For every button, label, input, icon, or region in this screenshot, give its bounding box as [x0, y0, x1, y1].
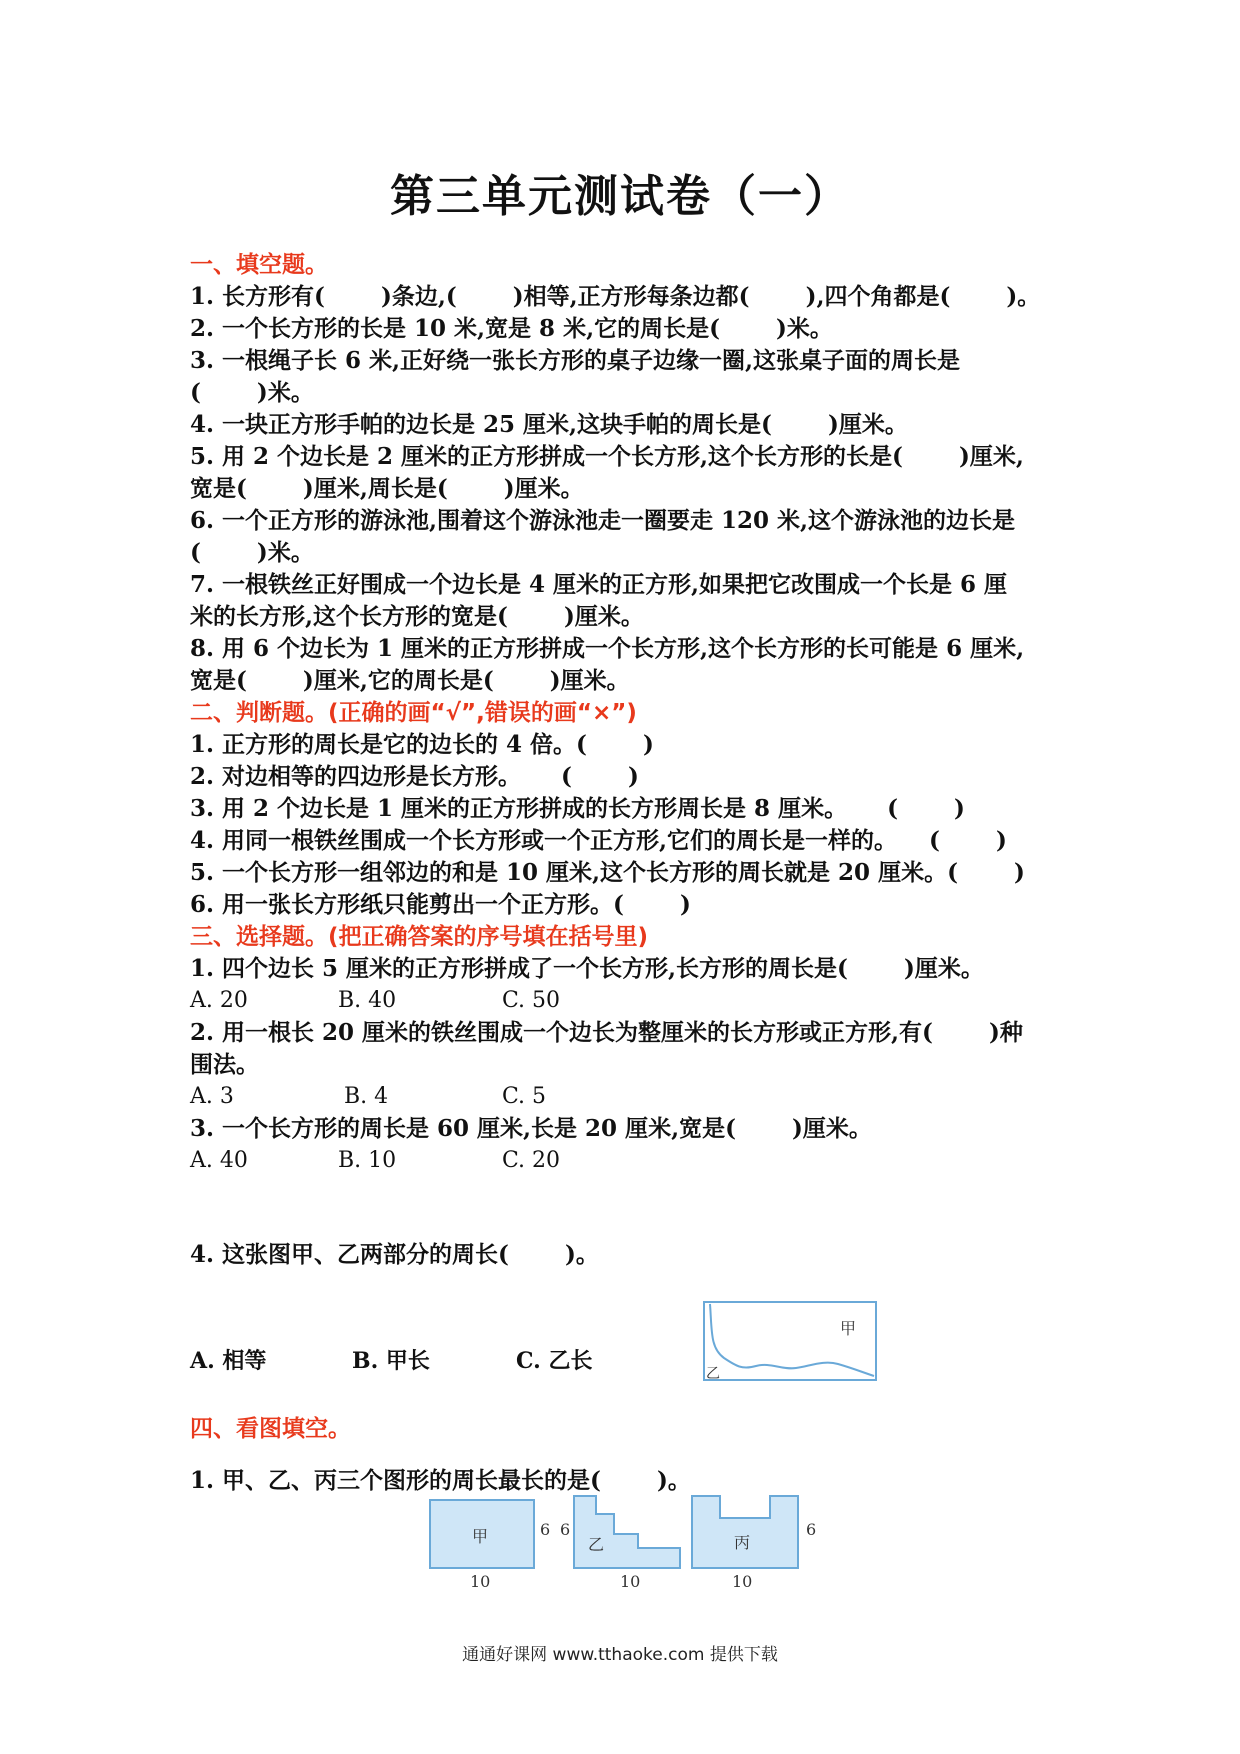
- choice-3-option-a: A. 40: [190, 1148, 248, 1173]
- shape-bing-width: 10: [732, 1572, 753, 1591]
- shape-jia: [428, 1498, 538, 1572]
- fill-question-1: 1. 长方形有( )条边,( )相等,正方形每条边都( ),四个角都是( )。: [190, 283, 1041, 310]
- shape-yi-height: 6: [560, 1520, 571, 1539]
- fill-question-3: 3. 一根绳子长 6 米,正好绕一张长方形的桌子边缘一圈,这张桌子面的周长是: [190, 347, 961, 374]
- shape-bing: [690, 1494, 802, 1572]
- shape-jia-label: 甲: [472, 1527, 489, 1546]
- judge-question-4: 4. 用同一根铁丝围成一个长方形或一个正方形,它们的周长是一样的。 ( ): [190, 827, 1007, 854]
- fill-question-5: 5. 用 2 个边长是 2 厘米的正方形拼成一个长方形,这个长方形的长是( )厘米,: [190, 443, 1024, 470]
- choice-question-2: 2. 用一根长 20 厘米的铁丝围成一个边长为整厘米的长方形或正方形,有( )种: [190, 1019, 1023, 1046]
- choice-4-option-c: C. 乙长: [516, 1348, 593, 1374]
- choice-1-option-c: C. 50: [502, 988, 561, 1013]
- shape-yi-label: 乙: [588, 1535, 605, 1554]
- section-judge: 二、判断题。(正确的画“√”,错误的画“×”): [190, 700, 637, 726]
- choice-3-option-c: C. 20: [502, 1148, 561, 1173]
- section-choice: 三、选择题。(把正确答案的序号填在括号里): [190, 924, 649, 950]
- choice-4-option-a: A. 相等: [190, 1348, 267, 1374]
- choice-1-option-b: B. 40: [338, 988, 397, 1013]
- choice-3-option-b: B. 10: [338, 1148, 397, 1173]
- fill-question-8-cont: 宽是( )厘米,它的周长是( )厘米。: [190, 667, 630, 694]
- fill-question-2: 2. 一个长方形的长是 10 米,宽是 8 米,它的周长是( )米。: [190, 315, 833, 342]
- shape-bing-label: 丙: [734, 1533, 751, 1552]
- judge-question-6: 6. 用一张长方形纸只能剪出一个正方形。( ): [190, 891, 691, 918]
- page-title: 第三单元测试卷（一）: [390, 171, 850, 222]
- fill-question-7-cont: 米的长方形,这个长方形的宽是( )厘米。: [190, 603, 644, 630]
- choice-question-2-cont: 围法。: [190, 1051, 259, 1078]
- choice-question-3: 3. 一个长方形的周长是 60 厘米,长是 20 厘米,宽是( )厘米。: [190, 1115, 872, 1142]
- fill-question-5-cont: 宽是( )厘米,周长是( )厘米。: [190, 475, 584, 502]
- footer-source: 通通好课网 www.tthaoke.com 提供下载: [462, 1645, 778, 1665]
- shape-yi: [572, 1494, 684, 1572]
- judge-question-1: 1. 正方形的周长是它的边长的 4 倍。( ): [190, 731, 654, 758]
- fill-question-6: 6. 一个正方形的游泳池,围着这个游泳池走一圈要走 120 米,这个游泳池的边长是: [190, 507, 1016, 534]
- judge-question-2: 2. 对边相等的四边形是长方形。 ( ): [190, 763, 639, 790]
- choice-question-1: 1. 四个边长 5 厘米的正方形拼成了一个长方形,长方形的周长是( )厘米。: [190, 955, 984, 982]
- picture-question-1: 1. 甲、乙、丙三个图形的周长最长的是( )。: [190, 1467, 691, 1494]
- choice-2-option-a: A. 3: [190, 1084, 234, 1109]
- choice-2-option-b: B. 4: [344, 1084, 389, 1109]
- choice-1-option-a: A. 20: [190, 988, 248, 1013]
- shape-jia-height: 6: [540, 1520, 551, 1539]
- choice-2-option-c: C. 5: [502, 1084, 547, 1109]
- fill-question-6-cont: ( )米。: [190, 539, 314, 566]
- section-fill-blank: 一、填空题。: [190, 252, 328, 278]
- shape-bing-height: 6: [806, 1520, 817, 1539]
- shape-yi-width: 10: [620, 1572, 641, 1591]
- choice-4-option-b: B. 甲长: [352, 1348, 430, 1374]
- section-picture: 四、看图填空。: [190, 1416, 351, 1442]
- fill-question-3-cont: ( )米。: [190, 379, 314, 406]
- judge-question-5: 5. 一个长方形一组邻边的和是 10 厘米,这个长方形的周长就是 20 厘米。( ): [190, 859, 1025, 886]
- choice-question-4: 4. 这张图甲、乙两部分的周长( )。: [190, 1241, 599, 1268]
- region-yi-label: 乙: [706, 1366, 720, 1382]
- split-rectangle-figure: [702, 1300, 880, 1386]
- fill-question-7: 7. 一根铁丝正好围成一个边长是 4 厘米的正方形,如果把它改围成一个长是 6 厘: [190, 571, 1008, 598]
- fill-question-8: 8. 用 6 个边长为 1 厘米的正方形拼成一个长方形,这个长方形的长可能是 6 厘米,: [190, 635, 1025, 662]
- shape-jia-width: 10: [470, 1572, 491, 1591]
- region-jia-label: 甲: [840, 1319, 857, 1338]
- judge-question-3: 3. 用 2 个边长是 1 厘米的正方形拼成的长方形周长是 8 厘米。 ( ): [190, 795, 965, 822]
- fill-question-4: 4. 一块正方形手帕的边长是 25 厘米,这块手帕的周长是( )厘米。: [190, 411, 908, 438]
